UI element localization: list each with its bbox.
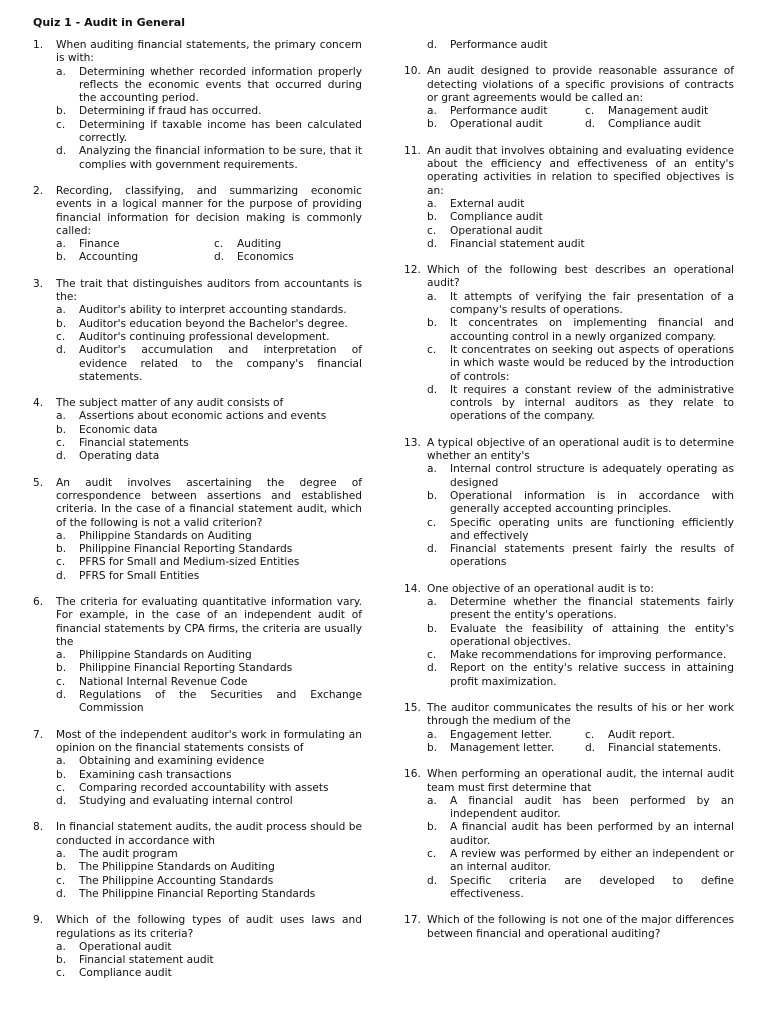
option-text: The Philippine Standards on Auditing: [79, 861, 275, 874]
question-number: 1.: [33, 39, 44, 51]
option-letter: d.: [427, 383, 438, 396]
option-text: Determining whether recorded information properly reflects the economic events that occurred during the accounting period.: [79, 65, 362, 105]
option-text: PFRS for Small Entities: [79, 569, 200, 582]
options-list: [56, 66, 362, 172]
option-b: [56, 424, 362, 437]
option-letter: c.: [56, 556, 66, 569]
option-d: [427, 875, 734, 902]
option-c: [56, 782, 362, 795]
option-letter: b.: [56, 317, 67, 330]
option-a: [56, 238, 214, 251]
option-text: Examining cash transactions: [79, 768, 232, 781]
question-number: 12.: [404, 264, 421, 277]
option-text: Regulations of the Securities and Exchange Commission: [79, 689, 362, 715]
option-c: [427, 344, 734, 384]
question-number: 2.: [33, 184, 44, 197]
option-d: [56, 570, 362, 583]
option-text: It requires a constant review of the administrative controls by internal auditors as they relate to operations of the company.: [450, 383, 734, 423]
option-text: Operational audit: [79, 940, 172, 953]
option-letter: c.: [56, 330, 66, 343]
option-letter: c.: [56, 675, 66, 688]
option-b: [427, 623, 734, 650]
option-a: [427, 291, 734, 318]
question-stem: In financial statement audits, the audit process should be conducted in accordance with: [56, 821, 362, 847]
option-d: [427, 662, 734, 689]
option-text: The Philippine Financial Reporting Standards: [79, 887, 316, 900]
option-a: [56, 649, 362, 662]
option-b: [56, 954, 362, 967]
option-letter: d.: [427, 874, 438, 887]
question-3: [33, 278, 362, 384]
options-list: [56, 848, 362, 901]
option-text: Operating data: [79, 450, 160, 463]
option-text: Compliance audit: [79, 967, 172, 980]
option-b: [56, 105, 362, 118]
option-text: Assertions about economic actions and events: [79, 410, 327, 423]
option-text: Make recommendations for improving performance.: [450, 649, 727, 662]
option-text: The Philippine Accounting Standards: [79, 874, 274, 887]
question-5: [33, 477, 362, 583]
option-text: Studying and evaluating internal control: [79, 795, 293, 808]
question-body: [56, 39, 362, 172]
question-16: [404, 768, 734, 901]
question-number: 8.: [33, 821, 44, 834]
option-letter: d.: [427, 543, 438, 556]
option-letter: a.: [427, 290, 437, 303]
option-letter: c.: [427, 516, 437, 529]
question-body: [427, 264, 734, 424]
option-a: [427, 596, 734, 623]
option-d: [585, 742, 734, 755]
option-c: [585, 105, 734, 118]
option-d: [56, 795, 362, 808]
option-letter: d.: [56, 887, 67, 900]
option-b: [56, 251, 214, 264]
option-letter: b.: [56, 105, 67, 118]
option-c: [56, 676, 362, 689]
question-body: [56, 914, 362, 980]
option-letter: d.: [427, 662, 438, 675]
option-letter: b.: [427, 622, 438, 635]
option-letter: a.: [56, 529, 66, 542]
option-text: Finance: [79, 238, 120, 251]
option-a: [427, 729, 585, 742]
option-letter: b.: [56, 662, 67, 675]
question-6: [33, 596, 362, 716]
question-17: [404, 914, 734, 941]
option-text: Determining if taxable income has been calculated correctly.: [79, 118, 362, 145]
option-text: Financial statements.: [608, 741, 722, 754]
option-letter: a.: [56, 238, 66, 251]
option-b: [427, 118, 585, 131]
left-column: [33, 39, 362, 994]
option-d: [427, 384, 734, 424]
option-letter: b.: [427, 489, 438, 502]
question-body: [427, 437, 734, 570]
question-13: [404, 437, 734, 570]
option-letter: c.: [585, 105, 595, 118]
question-1: [33, 39, 362, 172]
option-a: [56, 66, 362, 106]
option-c: [214, 238, 362, 251]
option-letter: b.: [427, 741, 438, 754]
option-letter: c.: [56, 781, 66, 794]
option-c: [56, 437, 362, 450]
option-c: [56, 875, 362, 888]
option-letter: d.: [427, 237, 438, 250]
option-letter: b.: [56, 861, 67, 874]
question-number: 13.: [404, 436, 421, 449]
option-b: [427, 211, 734, 224]
option-letter: a.: [56, 649, 66, 662]
option-a: [56, 755, 362, 768]
question-15: [404, 702, 734, 755]
question-9-continued-option: d. Performance audit: [427, 39, 548, 51]
question-body: [56, 596, 362, 716]
question-2: [33, 185, 362, 265]
page-title: Quiz 1 - Audit in General: [33, 16, 185, 29]
question-number: 14.: [404, 582, 421, 595]
option-letter: c.: [56, 874, 66, 887]
option-text: Compliance audit: [450, 211, 543, 224]
option-text: Accounting: [79, 251, 139, 264]
question-body: [56, 821, 362, 901]
option-letter: a.: [56, 410, 66, 423]
option-c: [56, 556, 362, 569]
option-d: [56, 450, 362, 463]
option-text: Determining if fraud has occurred.: [79, 105, 262, 118]
question-number: 3.: [33, 277, 44, 290]
option-text: Philippine Financial Reporting Standards: [79, 543, 293, 556]
question-number: 4.: [33, 397, 44, 410]
option-letter: b.: [56, 543, 67, 556]
option-letter: c.: [214, 238, 224, 251]
question-stem: An audit involves ascertaining the degree of correspondence between assertions and established criteria. In the case of a financial statement audit, which of the following is not a valid criterion?: [56, 476, 362, 529]
option-text: Financial statement audit: [79, 954, 214, 967]
option-letter: d.: [56, 569, 67, 582]
option-letter: b.: [427, 211, 438, 224]
option-letter: a.: [56, 755, 66, 768]
question-stem: Which of the following is not one of the major differences between financial and operational auditing?: [427, 914, 734, 940]
options-list: [427, 795, 734, 901]
option-text: National Internal Revenue Code: [79, 675, 248, 688]
option-b: [427, 490, 734, 517]
option-text: Determine whether the financial statements fairly present the entity's operations.: [450, 595, 734, 622]
option-text: Performance audit: [450, 105, 548, 118]
question-number: 6.: [33, 595, 44, 608]
option-text: Engagement letter.: [450, 728, 552, 741]
option-letter: b.: [427, 821, 438, 834]
question-11: [404, 145, 734, 251]
option-letter: a.: [56, 940, 66, 953]
question-body: [427, 583, 734, 689]
option-letter: a.: [427, 794, 437, 807]
question-body: [427, 702, 734, 755]
option-letter: a.: [56, 304, 66, 317]
option-b: [427, 317, 734, 344]
question-stem: The trait that distinguishes auditors from accountants is the:: [56, 277, 362, 304]
option-letter: b.: [427, 118, 438, 131]
option-text: Audit report.: [608, 728, 675, 741]
options-list: [56, 304, 362, 384]
question-number: 9.: [33, 914, 44, 927]
question-stem: One objective of an operational audit is to:: [427, 582, 654, 595]
option-letter: a.: [56, 848, 66, 861]
option-text: The audit program: [79, 848, 178, 861]
option-text: Report on the entity's relative success in attaining profit maximization.: [450, 662, 734, 688]
options-list: [56, 649, 362, 715]
question-stem: Which of the following types of audit uses laws and regulations as its criteria?: [56, 914, 362, 940]
question-stem: A typical objective of an operational audit is to determine whether an entity's: [427, 436, 734, 463]
option-letter: a.: [427, 463, 437, 476]
question-number: 7.: [33, 728, 44, 741]
option-letter: c.: [56, 967, 66, 980]
option-b: [56, 861, 362, 874]
option-d: [427, 238, 734, 251]
question-number: 10.: [404, 65, 421, 78]
option-b: [427, 742, 585, 755]
options-grid: [56, 238, 362, 265]
question-stem: Most of the independent auditor's work in formulating an opinion on the financial statements consists of: [56, 728, 362, 754]
option-text: Auditor's education beyond the Bachelor's degree.: [79, 317, 348, 330]
option-letter: a.: [427, 197, 437, 210]
option-a: [56, 410, 362, 423]
option-a: [427, 795, 734, 822]
question-body: [56, 477, 362, 583]
question-body: [427, 145, 734, 251]
option-d: [585, 118, 734, 131]
question-body: [427, 65, 734, 131]
option-text: Compliance audit: [608, 118, 701, 131]
option-letter: b.: [56, 954, 67, 967]
option-b: [427, 821, 734, 848]
question-body: [56, 397, 362, 463]
question-stem: When performing an operational audit, the internal audit team must first determine that: [427, 768, 734, 794]
question-stem: Recording, classifying, and summarizing economic events in a logical manner for the purpose of providing financial information for decision making is commonly called:: [56, 184, 362, 237]
option-text: Obtaining and examining evidence: [79, 755, 265, 768]
option-d: [56, 888, 362, 901]
option-text: It concentrates on implementing financial and accounting control in a newly organized company.: [450, 317, 734, 343]
option-letter: c.: [427, 224, 437, 237]
option-letter: c.: [427, 343, 437, 356]
option-b: [56, 769, 362, 782]
option-text: Economic data: [79, 423, 158, 436]
option-text: Philippine Financial Reporting Standards: [79, 662, 293, 675]
option-c: [427, 649, 734, 662]
option-text: Philippine Standards on Auditing: [79, 529, 252, 542]
option-a: [56, 304, 362, 317]
question-number: 15.: [404, 702, 421, 715]
question-body: [56, 185, 362, 265]
option-text: Specific criteria are developed to define effectiveness.: [450, 874, 734, 900]
question-body: [427, 768, 734, 901]
option-a: [56, 530, 362, 543]
option-text: Financial statements: [79, 437, 189, 450]
options-list: [56, 530, 362, 583]
option-letter: d.: [585, 118, 596, 131]
option-text: Economics: [237, 251, 294, 264]
question-7: [33, 729, 362, 809]
option-c: [585, 729, 734, 742]
option-letter: d.: [585, 741, 596, 754]
option-b: [56, 543, 362, 556]
option-d: [56, 689, 362, 716]
option-text: Financial statement audit: [450, 237, 585, 250]
option-text: Auditor's accumulation and interpretation of evidence related to the company's financial statements.: [79, 344, 362, 383]
option-c: [427, 225, 734, 238]
option-text: Operational audit: [450, 224, 543, 237]
option-a: [427, 463, 734, 490]
option-text: It attempts of verifying the fair presentation of a company's results of operations.: [450, 290, 734, 317]
question-stem: The auditor communicates the results of his or her work through the medium of the: [427, 702, 734, 728]
option-text: Philippine Standards on Auditing: [79, 649, 252, 662]
options-grid: [427, 729, 734, 756]
option-letter: b.: [56, 768, 67, 781]
option-letter: a.: [427, 728, 437, 741]
right-column: [404, 39, 734, 954]
option-letter: d.: [56, 689, 67, 702]
option-text: Financial statements present fairly the results of operations: [450, 543, 734, 569]
option-c: [56, 119, 362, 146]
option-text: PFRS for Small and Medium-sized Entities: [79, 556, 300, 569]
option-text: A financial audit has been performed by an independent auditor.: [450, 794, 734, 821]
option-d: [427, 543, 734, 570]
option-text: Operational information is in accordance with generally accepted accounting principles.: [450, 489, 734, 516]
options-list: [427, 291, 734, 424]
option-letter: b.: [56, 423, 67, 436]
option-text: Auditor's continuing professional development.: [79, 330, 330, 343]
question-12: [404, 264, 734, 424]
question-number: 5.: [33, 476, 44, 489]
option-letter: d.: [56, 450, 67, 463]
question-10: [404, 65, 734, 131]
option-letter: d.: [214, 251, 225, 264]
option-letter: d.: [56, 145, 67, 158]
option-text: Management audit: [608, 105, 709, 118]
question-14: [404, 583, 734, 689]
option-a: [427, 105, 585, 118]
options-list: [56, 941, 362, 981]
option-text: Auditor's ability to interpret accounting standards.: [79, 304, 347, 317]
option-letter: a.: [427, 595, 437, 608]
question-body: [427, 914, 734, 941]
option-text: Analyzing the financial information to be sure, that it complies with government requirements.: [79, 145, 362, 171]
option-text: External audit: [450, 197, 525, 210]
question-4: [33, 397, 362, 463]
option-letter: a.: [56, 65, 66, 78]
option-text: Operational audit: [450, 118, 543, 131]
question-stem: The subject matter of any audit consists of: [56, 397, 284, 410]
option-text: Specific operating units are functioning efficiently and effectively: [450, 516, 734, 542]
options-list: [427, 198, 734, 251]
option-letter: c.: [585, 728, 595, 741]
option-text: Internal control structure is adequately operating as designed: [450, 463, 734, 489]
option-letter: c.: [56, 437, 66, 450]
option-letter: c.: [427, 649, 437, 662]
option-b: [56, 318, 362, 331]
option-letter: c.: [56, 118, 66, 131]
option-text: Evaluate the feasibility of attaining the entity's operational objectives.: [450, 622, 734, 648]
option-c: [427, 517, 734, 544]
option-b: [56, 662, 362, 675]
question-body: [56, 729, 362, 809]
option-text: A financial audit has been performed by an internal auditor.: [450, 821, 734, 847]
question-9: [33, 914, 362, 980]
option-letter: c.: [427, 848, 437, 861]
options-grid: [427, 105, 734, 132]
question-number: 17.: [404, 914, 421, 927]
question-stem: An audit designed to provide reasonable assurance of detecting violations of a specific provisions of contracts or grant agreements would be called an:: [427, 65, 734, 104]
option-d: [56, 344, 362, 384]
question-stem: When auditing financial statements, the primary concern is with:: [56, 39, 362, 65]
option-text: Comparing recorded accountability with assets: [79, 781, 329, 794]
options-list: [56, 755, 362, 808]
option-letter: b.: [56, 251, 67, 264]
options-list: [56, 410, 362, 463]
option-text: Management letter.: [450, 741, 555, 754]
options-list: [427, 596, 734, 689]
question-8: [33, 821, 362, 901]
question-number: 16.: [404, 768, 421, 781]
option-letter: a.: [427, 105, 437, 118]
option-a: [427, 198, 734, 211]
question-stem: An audit that involves obtaining and evaluating evidence about the efficiency and effectiveness of an entity's operating activities in relation to specified objectives is an:: [427, 144, 734, 197]
option-text: It concentrates on seeking out aspects of operations in which waste would be reduced by the introduction of controls:: [450, 343, 734, 383]
option-c: [427, 848, 734, 875]
options-list: [427, 463, 734, 569]
option-a: [56, 848, 362, 861]
option-text: Auditing: [237, 238, 282, 251]
question-body: [56, 278, 362, 384]
question-number: 11.: [404, 144, 421, 157]
question-stem: Which of the following best describes an operational audit?: [427, 264, 734, 290]
option-letter: b.: [427, 317, 438, 330]
option-d: [214, 251, 362, 264]
option-d: [56, 145, 362, 172]
option-letter: d.: [56, 344, 67, 357]
question-stem: The criteria for evaluating quantitative information vary. For example, in the case of an independent audit of financial statements by CPA firms, the criteria are usually the: [56, 595, 362, 648]
option-text: A review was performed by either an independent or an internal auditor.: [450, 848, 734, 874]
option-c: [56, 967, 362, 980]
option-c: [56, 331, 362, 344]
option-letter: d.: [56, 795, 67, 808]
option-a: [56, 941, 362, 954]
